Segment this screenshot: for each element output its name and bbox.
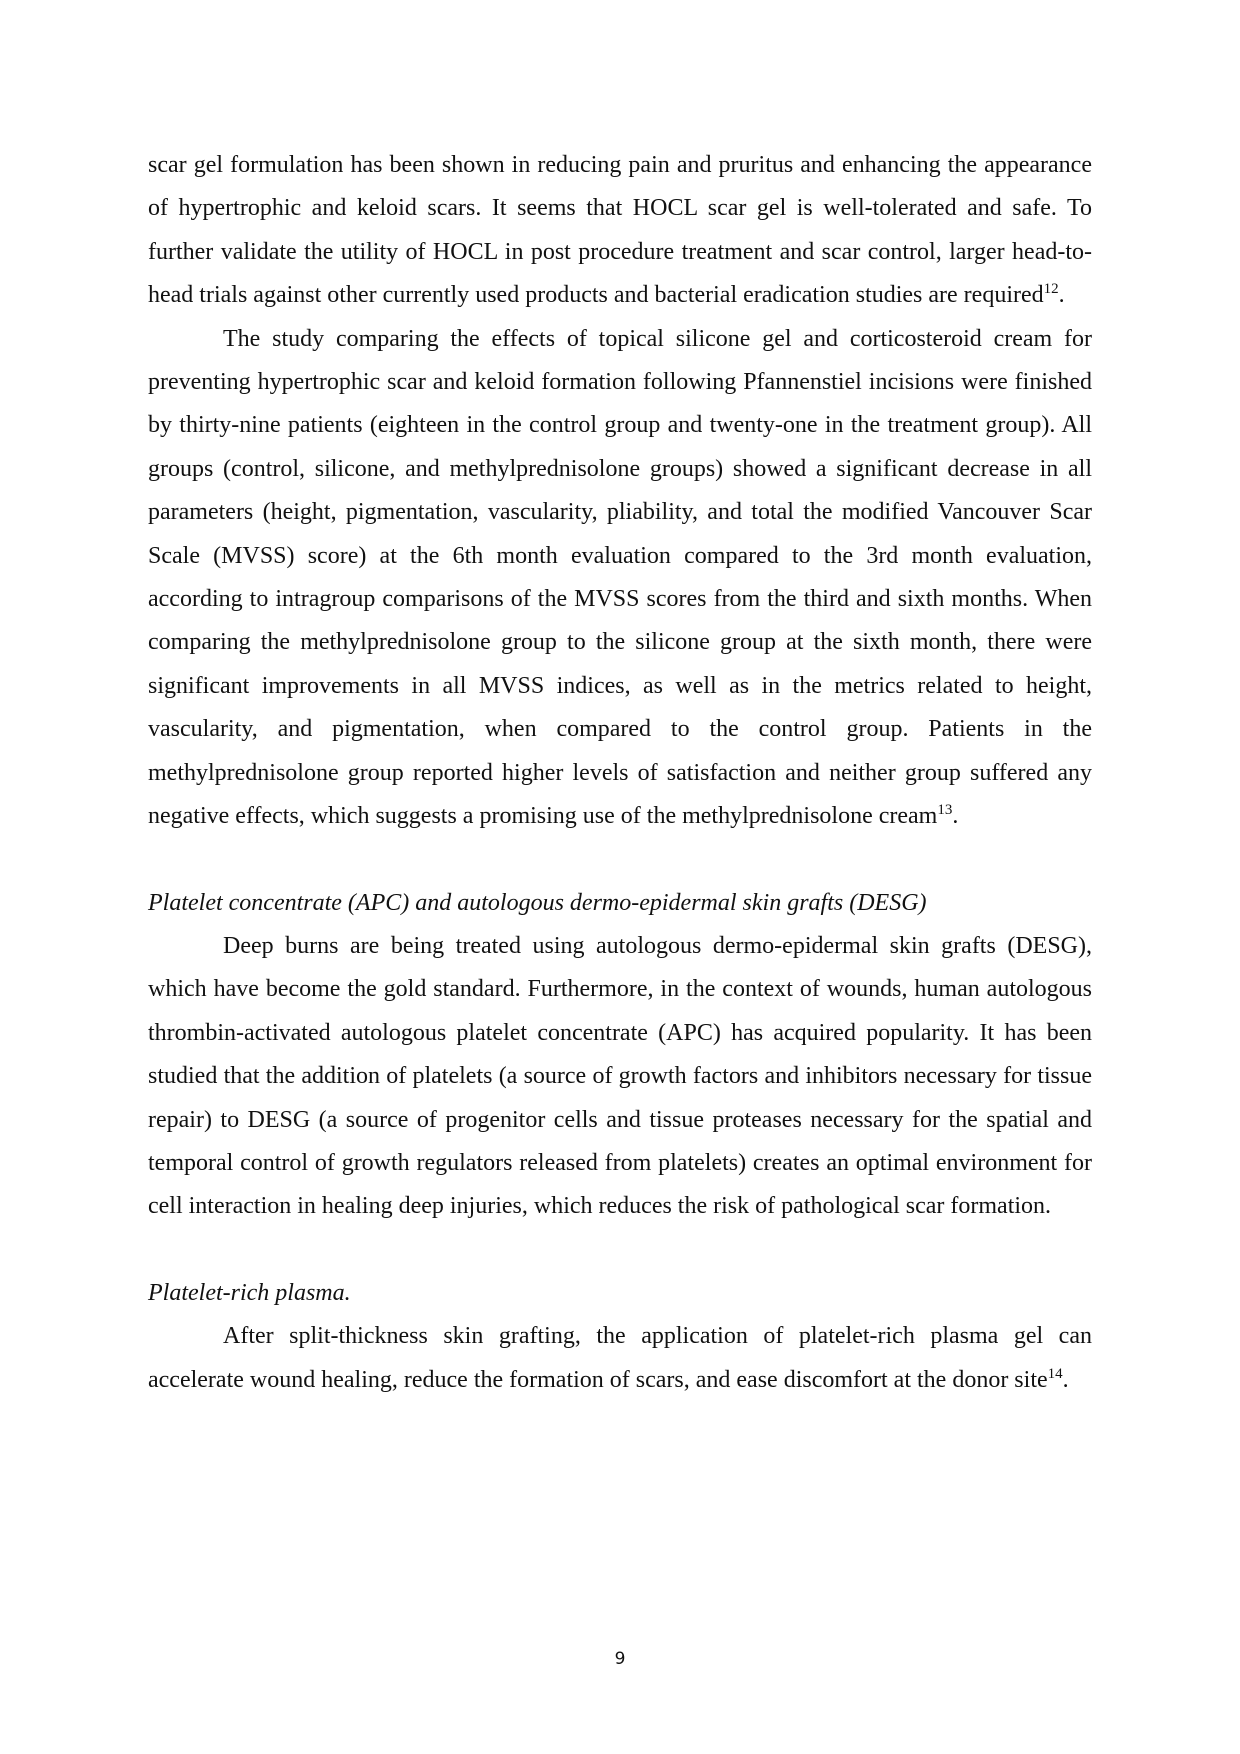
paragraph-text: After split-thickness skin grafting, the application of platelet-rich plasma gel can accelerate wound healing, reduce the formation of scars, and ease discomfort at the donor site bbox=[148, 1323, 1092, 1393]
citation-superscript: 12 bbox=[1043, 281, 1059, 298]
section-gap bbox=[148, 839, 1092, 882]
paragraph-text: Deep burns are being treated using autologous dermo-epidermal skin grafts (DESG), which have become the gold standard. Furthermore, in the context of wounds, human autologous thrombin-activated autologous platelet concentrate (APC) has acquired popularity. It has been studied that the addition of platelets (a source of growth factors and inhibitors necessary for tissue repair) to DESG (a source of progenitor cells and tissue proteases necessary for the spatial and temporal control of growth regulators released from platelets) creates an optimal environment for cell interaction in healing deep injuries, which reduces the risk of pathological scar formation. bbox=[148, 932, 1092, 1220]
paragraph-silicone-study bbox=[148, 318, 1092, 839]
sentence-end: . bbox=[952, 803, 959, 830]
paragraph-text: scar gel formulation has been shown in reducing pain and pruritus and enhancing the appearance of hypertrophic and keloid scars. It seems that HOCL scar gel is well-tolerated and safe. To further validate the utility of HOCL in post procedure treatment and scar control, larger head-to-head trials against other currently used products and bacterial eradication studies are required bbox=[148, 152, 1092, 309]
paragraph-text: The study comparing the effects of topical silicone gel and corticosteroid cream for preventing hypertrophic scar and keloid formation following Pfannenstiel incisions were finished by thirty-nine patients (eighteen in the control group and twenty-one in the treatment group). All groups (control, silicone, and methylprednisolone groups) showed a significant decrease in all parameters (height, pigmentation, vascularity, pliability, and total the modified Vancouver Scar Scale (MVSS) score) at the 6th month evaluation compared to the 3rd month evaluation, according to intragroup comparisons of the MVSS scores from the third and sixth months. When comparing the methylprednisolone group to the silicone group at the sixth month, there were significant improvements in all MVSS indices, as well as in the metrics related to height, vascularity, and pigmentation, when compared to the control group. Patients in the methylprednisolone group reported higher levels of satisfaction and neither group suffered any negative effects, which suggests a promising use of the methylprednisolone cream bbox=[148, 325, 1092, 830]
sentence-end: . bbox=[1062, 1366, 1069, 1393]
section-heading-prp: Platelet-rich plasma. bbox=[148, 1279, 351, 1306]
paragraph-apc bbox=[148, 925, 1092, 1229]
section-heading-apc: Platelet concentrate (APC) and autologous dermo-epidermal skin grafts (DESG) bbox=[148, 889, 927, 916]
citation-superscript: 13 bbox=[937, 802, 953, 819]
section-gap bbox=[148, 1229, 1092, 1272]
paragraph-hocl-continuation bbox=[148, 144, 1092, 318]
sentence-end: . bbox=[1058, 282, 1065, 309]
page-number: 9 bbox=[614, 1649, 626, 1669]
page-content bbox=[148, 144, 1092, 1402]
citation-superscript: 14 bbox=[1047, 1365, 1063, 1382]
paragraph-prp bbox=[148, 1315, 1092, 1402]
